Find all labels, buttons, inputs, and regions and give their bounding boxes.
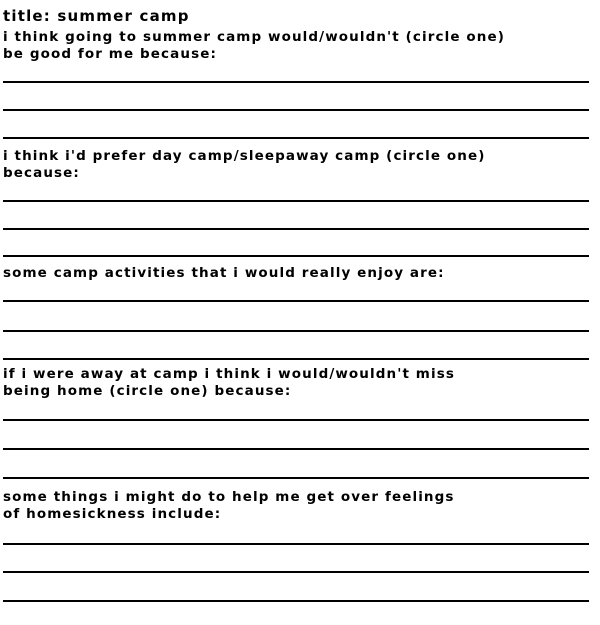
prompt-day-or-sleepaway [3,148,486,182]
answer-line[interactable] [3,477,589,479]
prompt-line: of homesickness include: [3,506,222,522]
prompt-summer-camp-good [3,29,505,63]
prompt-homesickness [3,489,455,523]
answer-line[interactable] [3,358,589,360]
prompt-line: because: [3,165,80,181]
answer-line[interactable] [3,419,589,421]
prompt-line: i think going to summer camp would/wouldn't (circle one) [3,29,505,45]
answer-line[interactable] [3,600,589,602]
prompt-line: some things i might do to help me get over feelings [3,489,455,505]
prompt-miss-home [3,366,455,400]
prompt-line: be good for me because: [3,46,217,62]
answer-line[interactable] [3,543,589,545]
answer-line[interactable] [3,448,589,450]
prompt-line: i think i'd prefer day camp/sleepaway camp (circle one) [3,148,486,164]
prompt-line: some camp activities that i would really enjoy are: [3,265,445,281]
answer-line[interactable] [3,255,589,257]
answer-line[interactable] [3,330,589,332]
prompt-line: if i were away at camp i think i would/wouldn't miss [3,366,455,382]
prompt-camp-activities [3,265,445,282]
answer-line[interactable] [3,109,589,111]
answer-line[interactable] [3,137,589,139]
answer-line[interactable] [3,228,589,230]
answer-line[interactable] [3,300,589,302]
answer-line[interactable] [3,200,589,202]
prompt-line: being home (circle one) because: [3,383,292,399]
worksheet-title: title: summer camp [3,7,190,25]
answer-line[interactable] [3,571,589,573]
answer-line[interactable] [3,81,589,83]
